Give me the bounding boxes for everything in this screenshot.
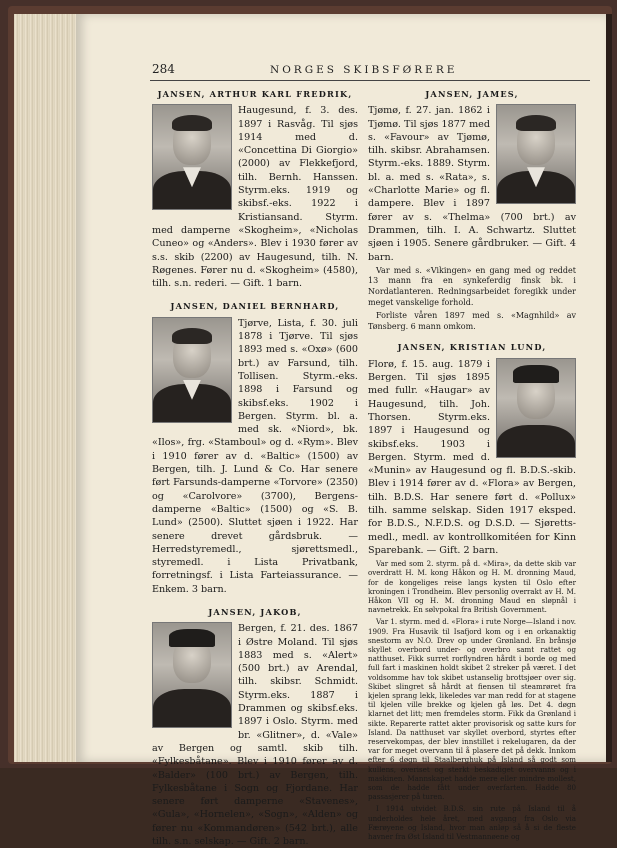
- suit-shape: [497, 425, 575, 458]
- portrait-photo: [496, 358, 576, 458]
- hair-shape: [172, 115, 212, 131]
- entry-heading: JANSEN, DANIEL BERNHARD,: [170, 301, 340, 312]
- entry-heading: JANSEN, KRISTIAN LUND,: [397, 342, 547, 353]
- portrait-photo: [152, 317, 232, 423]
- entry-notes: [368, 559, 576, 841]
- entry-text: Haugesund, f. 3. des. 1897 i Rasvåg. Til sjøs 1914 med d. «Concettina Di Giorgio» (2000) av Flekkefjord, tilh. Bernh. Hanssen. Styrm.eks. 1919 og skibsf.-eks. 1922 i Kristiansand. Styrm. med damperne «Skogheim», «Nicholas Cuneo» og «Anders». Blev i 1930 fører av s.s. skib (2200) av Haugesund, tilh. N. Røgenes. Fører nu d. «Skogheim» (4580), tilh. s.n. rederi. — Gift. 1 barn.: [152, 105, 358, 290]
- book-right-edge: [606, 14, 612, 762]
- entry-notes: [368, 266, 576, 333]
- entry-text: Bergen, f. 21. des. 1867 i Østre Moland. Til sjøs 1883 med s. «Alert» (500 brt.) av Arendal, tilh. skibsr. Schmidt. Styrm.eks. 1887 i Drammen og skibsf.eks. 1897 i Oslo. Styrm. med br. «Glitner», d. «Vale» av Bergen og samtl. skib tilh. «Fylkesbåtane». Blev i 1910 fører av d. «Balder» (100 brt.) av Bergen, tilh. Fylkesbåtane i Sogn og Fjordane. Har senere ført damperne «Stavenes», «Gula», «Hornelen», «Sogn», «Alden» og fører nu «Kommandøren» (542 brt.), alle tilh. s.n. selskap. — Gift. 2 barn.: [152, 623, 358, 848]
- entry-heading: JANSEN, JAMES,: [425, 89, 519, 99]
- header-rule: [150, 80, 590, 81]
- captain-cap-shape: [169, 629, 215, 647]
- right-column: [368, 88, 576, 844]
- note-paragraph: I 1914 utvidet B.D.S. sin rute på Island til å underholdes hele året, med avgang fra Oslo via Færøyene og Island, hvor man anløp så å si de fleste havner fra Øst Island til Vestmannøene og: [368, 804, 576, 842]
- hair-shape: [172, 328, 212, 344]
- page-header: [152, 62, 592, 80]
- page-number: 284: [152, 62, 175, 76]
- entry-heading: JANSEN, ARTHUR KARL FREDRIK,: [157, 89, 353, 99]
- note-paragraph: Var med s. «Vikingen» en gang med og reddet 13 mann fra en synkeferdig finsk bk. i Nordatlanteren. Redningsarbeidet foregikk under meget vanskelige forhold.: [368, 265, 576, 307]
- portrait-photo: [152, 104, 232, 210]
- running-title: NORGES SKIBSFØRERE: [270, 64, 458, 76]
- note-paragraph: Var 1. styrm. med d. «Flora» i rute Norge—Island i nov. 1909. Fra Husavik til Isafjord kom og i en orkanaktig snestorm av N.O. Drev op under Grønland. En brånsjø skyllet overbord under- og overbro samt rattet og natthuset. Fikk surret rorflyndren hårdt i borde og med full fart i maskinen holdt skibet 2 streker på været. I det voldsomme hav tok skibet ustanselig brottsjøer over sig. Skibet slingret så hårdt at fiensen til steamrøret fra kjelen sprang lekk, likeledes var man redd for at stagene til kjelen ville brekke og kjelen gå løs. Det 4. døgn klarnet det litt; men fremdeles storm. Fikk da Grønland i sikte. Reparerte rattet akter provisorisk og satte kurs for Island. Da natthuset var skyllet overbord, styrtes efter reservekompas, der blev innstillet i rekelugaren, da der var for meget overvann til å plasere det på dekk. Innkom efter 6 døgn til Staalberghuk på Island så godt som kullens, overiset og sterkt beskadiget overvanns og i maskinen. Mannskapet hadde mere eller mindre mollest, som de hadde fått under overfarten. Hadde 80 passasjerer på turen.: [368, 617, 576, 802]
- portrait-photo: [496, 104, 576, 204]
- suit-shape: [153, 689, 231, 728]
- entry-text: Tjømø, f. 27. jan. 1862 i Tjømø. Til sjøs 1877 med s. «Favour» av Tjømø, tilh. skibsr. Abrahamsen. Styrm.-eks. 1889. Styrm. bl. a. med s. «Rata», s. «Charlotte Marie» og fl. dampere. Blev i 1897 fører av s. «Thelma» (700 brt.) av Drammen, tilh. I. A. Schwartz. Sluttet sjøen i 1905. Senere gårdbruker. — Gift. 4 barn.: [368, 105, 576, 263]
- entry-text: Florø, f. 15. aug. 1879 i Bergen. Til sjøs 1895 med fullr. «Haugar» av Haugesund, tilh. Joh. Thorsen. Styrm.eks. 1897 i Haugesund og skibsf.eks. 1903 i Bergen. Styrm. med d. «Munin» av Haugesund og fl. B.D.S.-skib. Blev i 1914 fører av d. «Flora» av Bergen, tilh. B.D.S. Har senere ført d. «Pollux» tilh. samme selskap. Siden 1917 eksped. for B.D.S., N.F.D.S. og D.S.D. — Sjørettsmedl., medl. av kontrollkomitéen for Kinn Sparebank. — Gift. 2 barn.: [368, 358, 576, 556]
- note-paragraph: Forliste våren 1897 med s. «Magnhild» av Tønsberg. 6 mann omkom.: [368, 311, 576, 331]
- left-column: [152, 88, 358, 848]
- portrait-photo: [152, 622, 232, 728]
- page-edges: [14, 14, 76, 762]
- entry-text: Tjørve, Lista, f. 30. juli 1878 i Tjørve. Til sjøs 1893 med s. «Oxø» (600 brt.) av Farsund, tilh. Tollisen. Styrm.-eks. 1898 i Farsund og skibsf.eks. 1902 i Bergen. Styrm. bl. a. med sk. «Niord», bk. «Ilos», frg. «Stamboul» og d. «Rym». Blev i 1910 fører av d. «Baltic» (1500) av Bergen, tilh. J. Lund & Co. Har senere ført Farsunds-damperne «Torvore» (2350) og «Carolvore» (3700), Bergens-damperne «Baltic» (1500) og «S. B. Lund» (2500). Sluttet sjøen i 1922. Har senere drevet gårdsbruk. — Herredstyremedl., sjørettsmedl., styremedl. i Lista Privatbank, forretningsf. i Lista Farteiassurance. — Enkem. 3 barn.: [152, 317, 358, 595]
- note-paragraph: Var med som 2. styrm. på d. «Mira», da dette skib var overdratt H. M. kong Håkon og H. M. dronning Maud, for de kongeliges reise langs kysten til Oslo efter kroningen i Trondheim. Blev personlig overrakt av H. M. Håkon VII og H. M. dronning Maud en sløpnål i navnetrekk. En sølvpokal fra British Government.: [368, 559, 576, 615]
- captain-cap-shape: [513, 365, 559, 383]
- hair-shape: [516, 115, 556, 131]
- entry-heading: JANSEN, JAKOB,: [208, 606, 302, 617]
